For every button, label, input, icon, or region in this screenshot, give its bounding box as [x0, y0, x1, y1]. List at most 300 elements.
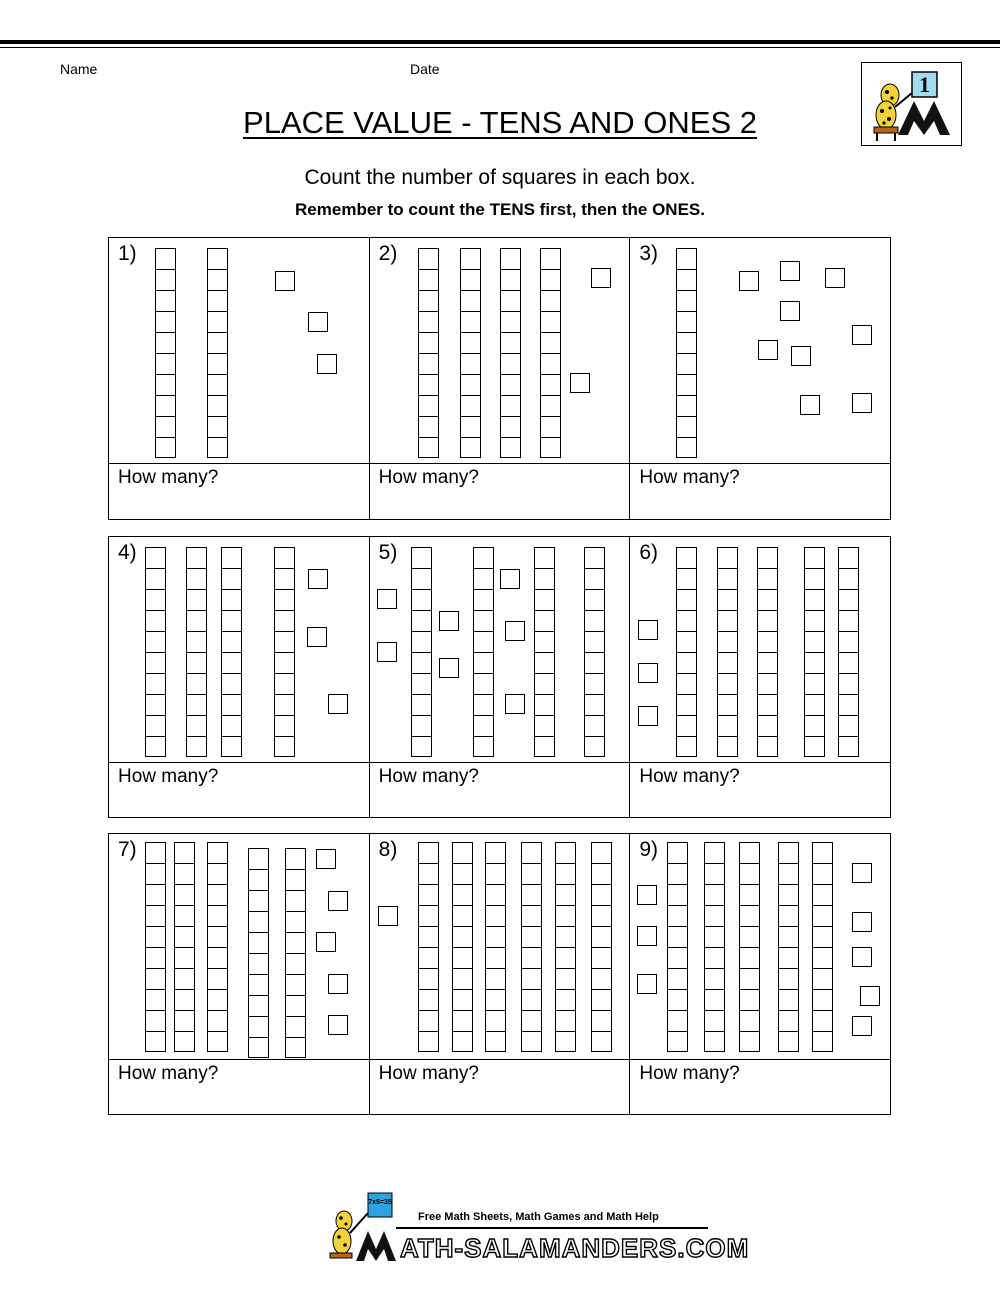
tens-bar-division — [522, 926, 541, 927]
tens-bar-division — [668, 1031, 687, 1032]
tens-bar — [418, 842, 439, 1052]
ones-square — [758, 340, 778, 360]
tens-bar-division — [419, 374, 438, 375]
tens-bar — [804, 547, 825, 757]
ones-square — [638, 663, 658, 683]
tens-bar-division — [222, 736, 241, 737]
tens-bar-division — [718, 715, 737, 716]
tens-bar-division — [839, 673, 858, 674]
tens-bar-division — [813, 947, 832, 948]
problem-number: 5) — [378, 541, 398, 564]
tens-bar-division — [419, 1010, 438, 1011]
tens-bar-division — [585, 673, 604, 674]
tens-bar-division — [805, 610, 824, 611]
tens-bar-division — [541, 395, 560, 396]
tens-bar — [521, 842, 542, 1052]
counting-area — [370, 238, 630, 464]
tens-bar-division — [286, 890, 305, 891]
tens-bar-division — [412, 610, 431, 611]
tens-bar-division — [705, 884, 724, 885]
problem-row-2 — [108, 536, 891, 818]
tens-bar-division — [541, 269, 560, 270]
tens-bar-division — [208, 947, 227, 948]
footer-logo — [326, 1193, 750, 1265]
tens-bar-division — [249, 953, 268, 954]
tens-bar-division — [718, 568, 737, 569]
tens-bar-division — [758, 568, 777, 569]
tens-bar-division — [461, 416, 480, 417]
tens-bar-division — [275, 736, 294, 737]
tens-bar-division — [187, 715, 206, 716]
tens-bar — [221, 547, 242, 757]
tens-bar — [667, 842, 688, 1052]
counting-area — [109, 834, 369, 1060]
tens-bar-division — [522, 1031, 541, 1032]
tens-bar-division — [486, 968, 505, 969]
tens-bar-division — [419, 290, 438, 291]
ones-square — [637, 974, 657, 994]
tens-bar-division — [740, 1010, 759, 1011]
tens-bar-division — [705, 926, 724, 927]
tens-bar-division — [839, 715, 858, 716]
problem-box-6 — [630, 537, 890, 817]
tens-bar-division — [187, 589, 206, 590]
tens-bar-division — [705, 1031, 724, 1032]
tens-bar-division — [187, 568, 206, 569]
tens-bar-division — [805, 736, 824, 737]
tens-bar-division — [718, 589, 737, 590]
tens-bar — [460, 248, 481, 458]
name-label: Name — [60, 61, 98, 77]
counting-area — [630, 834, 890, 1060]
problem-number: 8) — [378, 838, 398, 861]
tens-bar-division — [668, 884, 687, 885]
instruction-text: Count the number of squares in each box. — [304, 166, 696, 189]
tens-bar-division — [668, 905, 687, 906]
tens-bar-division — [275, 694, 294, 695]
tens-bar-division — [677, 715, 696, 716]
logo-grade-digit: 1 — [919, 72, 930, 97]
tens-bar — [452, 842, 473, 1052]
tens-bar-division — [805, 589, 824, 590]
tens-bar-division — [146, 884, 165, 885]
ones-square — [317, 354, 337, 374]
tens-bar-division — [556, 863, 575, 864]
tens-bar-division — [146, 694, 165, 695]
tens-bar-division — [677, 652, 696, 653]
ones-square — [439, 658, 459, 678]
tens-bar-division — [541, 437, 560, 438]
tens-bar-division — [541, 332, 560, 333]
tens-bar-division — [541, 416, 560, 417]
tens-bar-division — [668, 968, 687, 969]
tens-bar-division — [275, 673, 294, 674]
tens-bar-division — [461, 395, 480, 396]
ones-square — [780, 261, 800, 281]
tens-bar-division — [156, 353, 175, 354]
ones-square — [852, 1016, 872, 1036]
tens-bar-division — [718, 736, 737, 737]
tens-bar-division — [156, 311, 175, 312]
problem-number: 6) — [639, 541, 659, 564]
ones-square — [860, 986, 880, 1006]
tens-bar-division — [461, 311, 480, 312]
tens-bar-division — [556, 926, 575, 927]
tens-bar-division — [585, 715, 604, 716]
tens-bar-division — [740, 989, 759, 990]
tens-bar-division — [419, 437, 438, 438]
tens-bar-division — [779, 905, 798, 906]
tens-bar-division — [208, 437, 227, 438]
tens-bar-division — [419, 968, 438, 969]
tens-bar-division — [187, 736, 206, 737]
counting-area — [370, 834, 630, 1060]
tens-bar-division — [222, 610, 241, 611]
tens-bar-division — [668, 926, 687, 927]
tens-bar-division — [146, 947, 165, 948]
tens-bar-division — [705, 968, 724, 969]
tens-bar-division — [535, 694, 554, 695]
tens-bar-division — [813, 863, 832, 864]
tens-bar — [540, 248, 561, 458]
ones-square — [328, 694, 348, 714]
ones-square — [275, 271, 295, 291]
tens-bar-division — [156, 395, 175, 396]
tens-bar-division — [222, 589, 241, 590]
tens-bar-division — [249, 974, 268, 975]
tens-bar-division — [718, 652, 737, 653]
tens-bar-division — [839, 589, 858, 590]
tens-bar-division — [677, 673, 696, 674]
ones-square — [852, 393, 872, 413]
ones-square — [328, 974, 348, 994]
tens-bar — [555, 842, 576, 1052]
how-many-prompt: How many? — [118, 766, 219, 787]
tens-bar-division — [187, 631, 206, 632]
tens-bar-division — [535, 610, 554, 611]
tens-bar-division — [758, 736, 777, 737]
tens-bar-division — [535, 715, 554, 716]
tens-bar-division — [453, 863, 472, 864]
how-many-prompt: How many? — [378, 1063, 479, 1084]
tens-bar-division — [779, 1010, 798, 1011]
tens-bar-division — [156, 290, 175, 291]
tens-bar — [418, 248, 439, 458]
tens-bar-division — [249, 932, 268, 933]
tens-bar-division — [419, 1031, 438, 1032]
problem-box-9 — [630, 834, 890, 1114]
ones-square — [780, 301, 800, 321]
tens-bar-division — [758, 715, 777, 716]
tens-bar-division — [286, 932, 305, 933]
tens-bar-division — [146, 589, 165, 590]
tens-bar-division — [249, 995, 268, 996]
ones-square — [377, 642, 397, 662]
tens-bar-division — [705, 1010, 724, 1011]
tens-bar-division — [585, 589, 604, 590]
tens-bar-division — [486, 989, 505, 990]
tens-bar-division — [677, 353, 696, 354]
tens-bar-division — [249, 1037, 268, 1038]
tens-bar-division — [740, 968, 759, 969]
tens-bar-division — [275, 631, 294, 632]
tens-bar — [207, 248, 228, 458]
tens-bar-division — [249, 911, 268, 912]
tens-bar-division — [839, 736, 858, 737]
ones-square — [637, 885, 657, 905]
tens-bar-division — [813, 968, 832, 969]
tens-bar-division — [535, 652, 554, 653]
counting-area — [109, 537, 369, 763]
tens-bar-division — [677, 437, 696, 438]
how-many-prompt: How many? — [639, 467, 740, 488]
tens-bar-division — [146, 673, 165, 674]
tens-bar-division — [779, 926, 798, 927]
tens-bar-division — [419, 416, 438, 417]
tens-bar-division — [501, 332, 520, 333]
tens-bar-division — [556, 1010, 575, 1011]
tens-bar-division — [541, 374, 560, 375]
tens-bar-division — [592, 1010, 611, 1011]
tens-bar-division — [208, 968, 227, 969]
tens-bar-division — [222, 715, 241, 716]
problem-box-2 — [370, 238, 631, 519]
tens-bar-division — [412, 568, 431, 569]
how-many-prompt: How many? — [378, 467, 479, 488]
footer-tagline: Free Math Sheets, Math Games and Math Help — [418, 1211, 659, 1223]
tens-bar-division — [175, 1010, 194, 1011]
tens-bar-division — [187, 610, 206, 611]
tens-bar-division — [208, 290, 227, 291]
ones-square — [591, 268, 611, 288]
tens-bar-division — [187, 652, 206, 653]
tens-bar-division — [779, 863, 798, 864]
tens-bar-division — [208, 905, 227, 906]
tens-bar-division — [758, 610, 777, 611]
tens-bar-division — [705, 989, 724, 990]
tens-bar-division — [592, 926, 611, 927]
tens-bar-division — [222, 673, 241, 674]
tens-bar-division — [740, 926, 759, 927]
tens-bar-division — [208, 311, 227, 312]
ones-square — [852, 947, 872, 967]
tens-bar-division — [222, 568, 241, 569]
tens-bar-division — [677, 395, 696, 396]
tens-bar-division — [535, 568, 554, 569]
problem-box-3 — [630, 238, 890, 519]
tens-bar-division — [541, 353, 560, 354]
tens-bar-division — [535, 736, 554, 737]
tens-bar-division — [286, 953, 305, 954]
tens-bar-division — [556, 884, 575, 885]
how-many-prompt: How many? — [378, 766, 479, 787]
tens-bar-division — [677, 332, 696, 333]
tens-bar-division — [805, 715, 824, 716]
ones-square — [328, 1015, 348, 1035]
tens-bar-division — [522, 947, 541, 948]
tens-bar-division — [718, 631, 737, 632]
tens-bar — [500, 248, 521, 458]
tens-bar-division — [175, 947, 194, 948]
ones-square — [852, 912, 872, 932]
problem-number: 3) — [639, 242, 659, 265]
tens-bar-division — [592, 884, 611, 885]
tens-bar-division — [208, 395, 227, 396]
tens-bar — [838, 547, 859, 757]
tens-bar — [248, 848, 269, 1058]
tens-bar-division — [249, 890, 268, 891]
tens-bar-division — [453, 968, 472, 969]
how-many-prompt: How many? — [639, 1063, 740, 1084]
tens-bar-division — [461, 290, 480, 291]
ones-square — [638, 706, 658, 726]
tens-bar-division — [453, 947, 472, 948]
tens-bar-division — [412, 694, 431, 695]
tens-bar-division — [419, 989, 438, 990]
tens-bar-division — [541, 290, 560, 291]
ones-square — [505, 694, 525, 714]
tens-bar — [274, 547, 295, 757]
tens-bar-division — [461, 353, 480, 354]
counting-area — [630, 238, 890, 464]
tens-bar-division — [839, 631, 858, 632]
tens-bar-division — [156, 437, 175, 438]
counting-area — [109, 238, 369, 464]
tens-bar-division — [501, 416, 520, 417]
tens-bar-division — [275, 715, 294, 716]
tens-bar-division — [412, 673, 431, 674]
tens-bar-division — [501, 395, 520, 396]
tens-bar-division — [461, 269, 480, 270]
tens-bar-division — [286, 869, 305, 870]
problem-row-3 — [108, 833, 891, 1115]
tens-bar-division — [286, 911, 305, 912]
tens-bar-division — [156, 416, 175, 417]
tens-bar-division — [668, 1010, 687, 1011]
how-many-prompt: How many? — [118, 1063, 219, 1084]
tens-bar-division — [474, 631, 493, 632]
tens-bar-division — [677, 290, 696, 291]
ones-square — [378, 906, 398, 926]
ones-square — [308, 312, 328, 332]
tens-bar-division — [677, 610, 696, 611]
tens-bar-division — [740, 905, 759, 906]
problem-box-4 — [109, 537, 370, 817]
tens-bar-division — [501, 269, 520, 270]
ones-square — [308, 569, 328, 589]
tens-bar-division — [718, 610, 737, 611]
header-rule-thin — [0, 47, 1000, 48]
tens-bar-division — [758, 673, 777, 674]
tens-bar-division — [419, 926, 438, 927]
tens-bar-division — [286, 995, 305, 996]
tens-bar-division — [813, 926, 832, 927]
tens-bar-division — [146, 610, 165, 611]
tens-bar-division — [805, 673, 824, 674]
tens-bar-division — [740, 884, 759, 885]
tens-bar-division — [592, 1031, 611, 1032]
ones-square — [791, 346, 811, 366]
tens-bar-division — [208, 353, 227, 354]
tens-bar-division — [592, 863, 611, 864]
footer-site-name: ATH-SALAMANDERS.COM — [400, 1233, 750, 1263]
tens-bar-division — [419, 311, 438, 312]
tens-bar-division — [156, 374, 175, 375]
tens-bar-division — [813, 989, 832, 990]
tens-bar-division — [208, 1010, 227, 1011]
ones-square — [825, 268, 845, 288]
header-rule-thick — [0, 40, 1000, 44]
tens-bar-division — [556, 947, 575, 948]
tens-bar-division — [718, 673, 737, 674]
tens-bar — [717, 547, 738, 757]
tens-bar-division — [779, 989, 798, 990]
tens-bar-division — [535, 589, 554, 590]
tens-bar-division — [175, 905, 194, 906]
how-many-prompt: How many? — [639, 766, 740, 787]
tens-bar-division — [474, 736, 493, 737]
ones-square — [638, 620, 658, 640]
tens-bar-division — [486, 905, 505, 906]
tens-bar-division — [146, 863, 165, 864]
tens-bar — [584, 547, 605, 757]
ones-square — [500, 569, 520, 589]
tens-bar-division — [677, 589, 696, 590]
tens-bar-division — [286, 974, 305, 975]
tens-bar-division — [668, 989, 687, 990]
tens-bar-division — [249, 869, 268, 870]
tens-bar-division — [175, 884, 194, 885]
ones-square — [637, 926, 657, 946]
tens-bar-division — [501, 311, 520, 312]
tens-bar-division — [813, 1010, 832, 1011]
tens-bar — [676, 248, 697, 458]
tens-bar-division — [474, 694, 493, 695]
tens-bar-division — [592, 968, 611, 969]
tens-bar-division — [208, 1031, 227, 1032]
problem-number: 2) — [378, 242, 398, 265]
how-many-prompt: How many? — [118, 467, 219, 488]
tens-bar-division — [556, 905, 575, 906]
tens-bar — [757, 547, 778, 757]
tens-bar — [739, 842, 760, 1052]
tens-bar-division — [474, 673, 493, 674]
tens-bar-division — [156, 332, 175, 333]
tens-bar-division — [535, 631, 554, 632]
tens-bar-division — [677, 694, 696, 695]
problem-row-1 — [108, 237, 891, 520]
tens-bar-division — [461, 332, 480, 333]
tens-bar-division — [461, 374, 480, 375]
tens-bar-division — [146, 968, 165, 969]
tens-bar-division — [146, 568, 165, 569]
tens-bar-division — [486, 947, 505, 948]
tens-bar-division — [585, 631, 604, 632]
tens-bar-division — [419, 332, 438, 333]
tens-bar-division — [705, 863, 724, 864]
tens-bar — [145, 547, 166, 757]
tens-bar-division — [779, 968, 798, 969]
tens-bar-division — [453, 1010, 472, 1011]
tens-bar-division — [839, 568, 858, 569]
tens-bar-division — [146, 926, 165, 927]
tens-bar-division — [677, 736, 696, 737]
tens-bar-division — [175, 989, 194, 990]
tens-bar-division — [419, 353, 438, 354]
tens-bar-division — [779, 947, 798, 948]
tens-bar-division — [740, 1031, 759, 1032]
tens-bar-division — [522, 863, 541, 864]
